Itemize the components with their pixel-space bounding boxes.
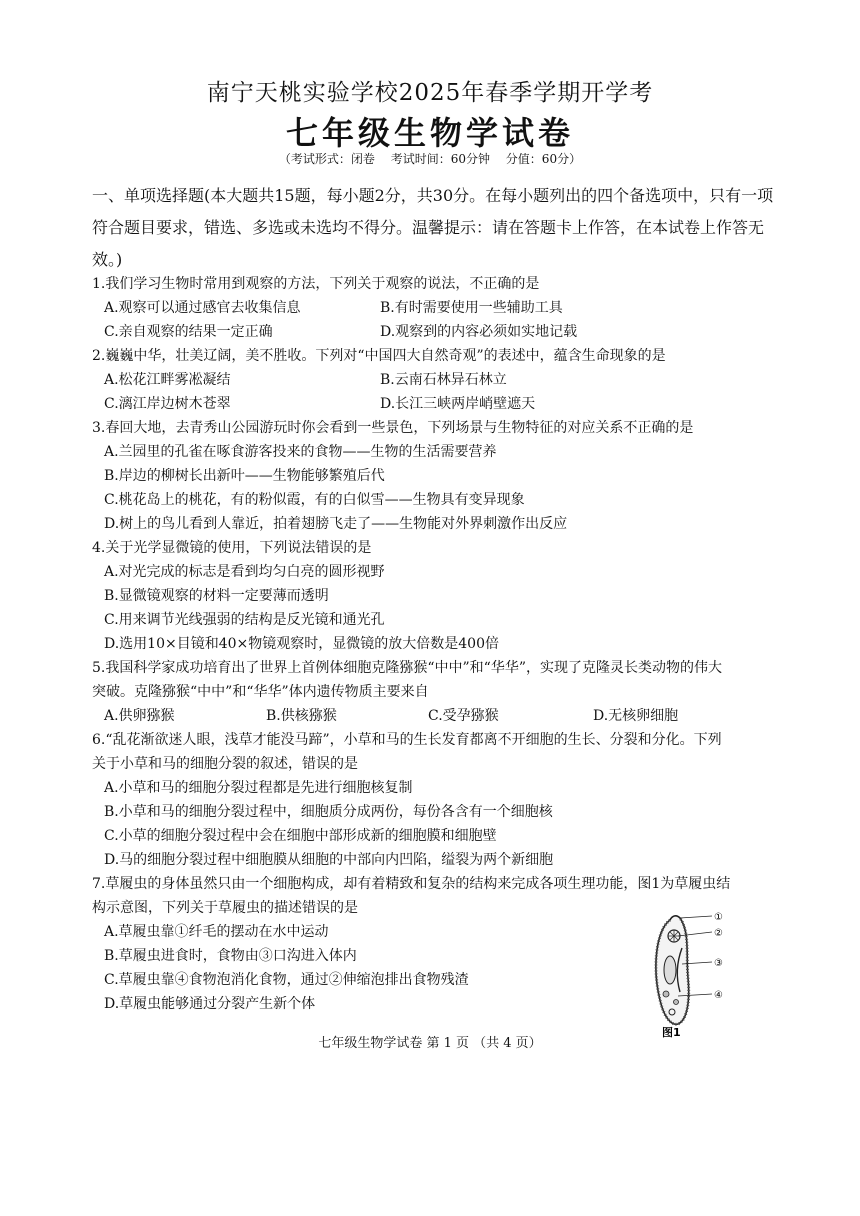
question-stem-line1: 5.我国科学家成功培育出了世界上首例体细胞克隆猕猴“中中”和“华华”，实现了克隆灵长类动物的伟大 — [92, 660, 722, 676]
figure-label-2: ② — [714, 928, 723, 939]
option-a: A.草履虫靠①纤毛的摆动在水中运动 — [104, 924, 329, 940]
option-a: A.松花江畔雾凇凝结 — [104, 372, 231, 388]
school-exam-title: 南宁天桃实验学校2025年春季学期开学考 — [206, 80, 654, 106]
option-d: D.无核卵细胞 — [593, 708, 679, 724]
option-a: A.兰园里的孔雀在啄食游客投来的食物——生物的生活需要营养 — [104, 444, 497, 460]
option-a: A.观察可以通过感官去收集信息 — [104, 300, 301, 316]
food-vacuole — [674, 1000, 679, 1005]
question-stem-line2: 构示意图，下列关于草履虫的描述错误的是 — [92, 900, 358, 916]
question-5 — [92, 656, 782, 728]
option-d: D.长江三峡两岸峭壁遮天 — [380, 396, 536, 412]
question-stem: 1.我们学习生物时常用到观察的方法，下列关于观察的说法，不正确的是 — [92, 276, 540, 292]
paramecium-figure — [642, 908, 728, 1038]
nucleus — [664, 956, 676, 984]
question-3 — [92, 416, 782, 536]
exam-meta: （考试形式：闭卷 考试时间：60分钟 分值：60分） — [278, 152, 582, 166]
option-d: D.马的细胞分裂过程中细胞膜从细胞的中部向内凹陷，缢裂为两个新细胞 — [104, 852, 554, 868]
question-2 — [92, 344, 782, 416]
figure-label-4: ④ — [714, 990, 723, 1001]
option-b: B.显微镜观察的材料一定要薄而透明 — [104, 588, 329, 604]
food-vacuole — [663, 991, 669, 997]
question-6 — [92, 728, 782, 872]
question-1 — [92, 272, 782, 344]
question-stem-line1: 7.草履虫的身体虽然只由一个细胞构成，却有着精致和复杂的结构来完成各项生理功能，图1为草履虫结 — [92, 876, 731, 892]
option-c: C.小草的细胞分裂过程中会在细胞中部形成新的细胞膜和细胞壁 — [104, 828, 497, 844]
question-stem: 4.关于光学显微镜的使用，下列说法错误的是 — [92, 540, 372, 556]
option-b: B.有时需要使用一些辅助工具 — [380, 300, 563, 316]
question-stem-line2: 突破。克隆猕猴“中中”和“华华”体内遗传物质主要来自 — [92, 684, 429, 700]
option-d: D.草履虫能够通过分裂产生新个体 — [104, 996, 316, 1012]
option-c: C.桃花岛上的桃花，有的粉似霞，有的白似雪——生物具有变异现象 — [104, 492, 525, 508]
option-b: B.草履虫进食时，食物由③口沟进入体内 — [104, 948, 357, 964]
option-b: B.小草和马的细胞分裂过程中，细胞质分成两份，每份各含有一个细胞核 — [104, 804, 553, 820]
option-b: B.供核猕猴 — [266, 708, 337, 724]
option-d: D.树上的鸟儿看到人靠近，拍着翅膀飞走了——生物能对外界刺激作出反应 — [104, 516, 568, 532]
option-d: D.观察到的内容必须如实地记载 — [380, 324, 578, 340]
option-c: C.用来调节光线强弱的结构是反光镜和通光孔 — [104, 612, 385, 628]
option-a: A.对光完成的标志是看到均匀白亮的圆形视野 — [104, 564, 385, 580]
option-a: A.小草和马的细胞分裂过程都是先进行细胞核复制 — [104, 780, 413, 796]
option-b: B.岸边的柳树长出新叶——生物能够繁殖后代 — [104, 468, 385, 484]
option-c: C.亲自观察的结果一定正确 — [104, 324, 273, 340]
question-stem: 2.巍巍中华，壮美辽阔，美不胜收。下列对“中国四大自然奇观”的表述中，蕴含生命现象的是 — [92, 348, 666, 364]
paper-title: 七年级生物学试卷 — [285, 114, 574, 152]
paramecium-diagram — [642, 908, 728, 1038]
figure-label-3: ③ — [714, 958, 723, 969]
label-line-1 — [680, 916, 712, 918]
option-d: D.选用10×目镜和40×物镜观察时，显微镜的放大倍数是400倍 — [104, 636, 499, 652]
option-c: C.草履虫靠④食物泡消化食物，通过②伸缩泡排出食物残渣 — [104, 972, 469, 988]
question-stem-line2: 关于小草和马的细胞分裂的叙述，错误的是 — [92, 756, 358, 772]
option-a: A.供卵猕猴 — [104, 708, 175, 724]
figure-caption: 图1 — [662, 1026, 681, 1038]
option-c: C.漓江岸边树木苍翠 — [104, 396, 231, 412]
question-stem: 3.春回大地，去青秀山公园游玩时你会看到一些景色，下列场景与生物特征的对应关系不正确的是 — [92, 420, 694, 436]
option-c: C.受孕猕猴 — [428, 708, 499, 724]
section-heading: 一、单项选择题(本大题共15题，每小题2分，共30分。在每小题列出的四个备选项中，只有一项符合题目要求，错选、多选或未选均不得分。温馨提示：请在答题卡上作答，在本试卷上作答无效。) — [92, 186, 774, 269]
question-4 — [92, 536, 782, 656]
question-stem-line1: 6.“乱花渐欲迷人眼，浅草才能没马蹄”，小草和马的生长发育都离不开细胞的生长、分裂和分化。下列 — [92, 732, 722, 748]
option-b: B.云南石林异石林立 — [380, 372, 507, 388]
question-list — [92, 272, 782, 1016]
figure-label-1: ① — [714, 912, 723, 923]
page-footer: 七年级生物学试卷 第 1 页 （共 4 页） — [318, 1036, 542, 1051]
